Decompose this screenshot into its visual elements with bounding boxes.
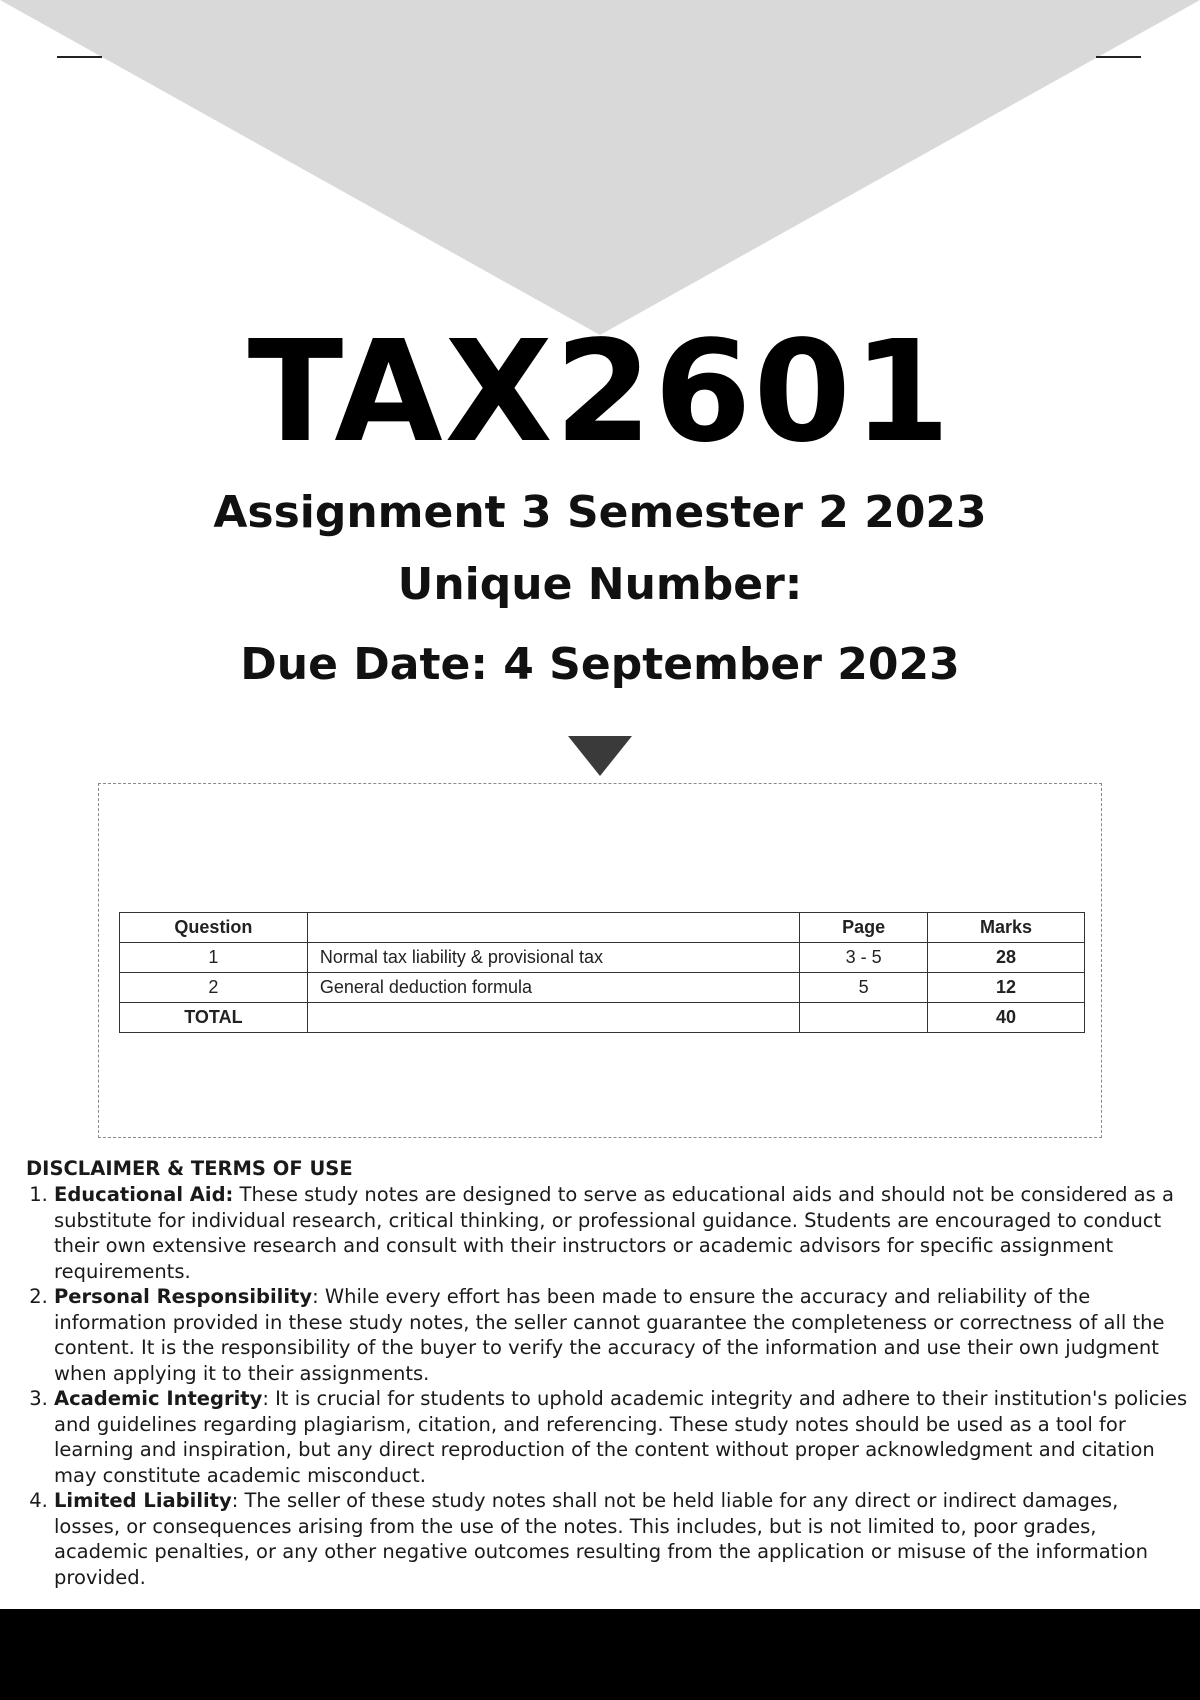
- disclaimer-item: [54, 1182, 1188, 1284]
- disclaimer-item-text: : While every effort has been made to ensure the accuracy and reliability of the information provided in these study notes, the seller cannot guarantee the completeness or correctness of all the content. It is the responsibility of the buyer to verify the accuracy of the information and use their own judgment when applying it to their assignments.: [54, 1285, 1165, 1385]
- total-label-cell: TOTAL: [120, 1003, 308, 1033]
- description-cell: Normal tax liability & provisional tax: [307, 943, 799, 973]
- total-marks-cell: 40: [928, 1003, 1085, 1033]
- table-row: [120, 943, 1085, 973]
- header-description: [307, 913, 799, 943]
- question-cell: 2: [120, 973, 308, 1003]
- disclaimer-item-title: Educational Aid:: [54, 1183, 234, 1206]
- disclaimer-heading: DISCLAIMER & TERMS OF USE: [26, 1157, 353, 1180]
- disclaimer-item-title: Personal Responsibility: [54, 1285, 313, 1308]
- corner-line-left: [57, 56, 102, 58]
- top-banner-chevron: [0, 0, 1200, 340]
- disclaimer-list: [18, 1182, 1188, 1590]
- disclaimer-item-title: Academic Integrity: [54, 1387, 263, 1410]
- marks-cell: 12: [928, 973, 1085, 1003]
- footer-black-bar: [0, 1609, 1200, 1700]
- marks-cell: 28: [928, 943, 1085, 973]
- course-code-title: TAX2601: [247, 311, 953, 474]
- page-cell: [800, 1003, 928, 1033]
- disclaimer-item: [54, 1386, 1188, 1488]
- table-row: [120, 973, 1085, 1003]
- disclaimer-item-title: Limited Liability: [54, 1489, 232, 1512]
- disclaimer-item: [54, 1488, 1188, 1590]
- disclaimer-section: [18, 1156, 1188, 1590]
- table-total-row: [120, 1003, 1085, 1033]
- page-cell: 5: [800, 973, 928, 1003]
- description-cell: General deduction formula: [307, 973, 799, 1003]
- question-cell: 1: [120, 943, 308, 973]
- header-marks: Marks: [928, 913, 1085, 943]
- table-header-row: [120, 913, 1085, 943]
- disclaimer-item-text: : The seller of these study notes shall not be held liable for any direct or indirect damages, losses, or consequences arising from the use of the notes. This includes, but is not limited to, poor grades, academic penalties, or any other negative outcomes resulting from the application or misuse of the information provided.: [54, 1489, 1149, 1589]
- header-page: Page: [800, 913, 928, 943]
- disclaimer-item: [54, 1284, 1188, 1386]
- disclaimer-item-text: These study notes are designed to serve as educational aids and should not be considered as a substitute for individual research, critical thinking, or professional guidance. Students are encouraged to conduct their own extensive research and consult with their instructors or academic advisors for specific assignment requirements.: [54, 1183, 1174, 1283]
- disclaimer-item-text: : It is crucial for students to uphold academic integrity and adhere to their institution's policies and guidelines regarding plagiarism, citation, and referencing. These study notes should be used as a tool for learning and inspiration, but any direct reproduction of the content without proper acknowledgment and citation may constitute academic misconduct.: [54, 1387, 1188, 1487]
- corner-line-right: [1096, 56, 1141, 58]
- page-cell: 3 - 5: [800, 943, 928, 973]
- description-cell: [307, 1003, 799, 1033]
- marks-table: [119, 912, 1085, 1033]
- assignment-subtitle: Assignment 3 Semester 2 2023: [213, 487, 987, 538]
- header-question: Question: [120, 913, 308, 943]
- banner-chevron-shape: [0, 0, 1200, 335]
- down-triangle-icon: [568, 736, 632, 776]
- unique-number-label: Unique Number:: [397, 559, 803, 610]
- due-date-label: Due Date: 4 September 2023: [240, 639, 960, 690]
